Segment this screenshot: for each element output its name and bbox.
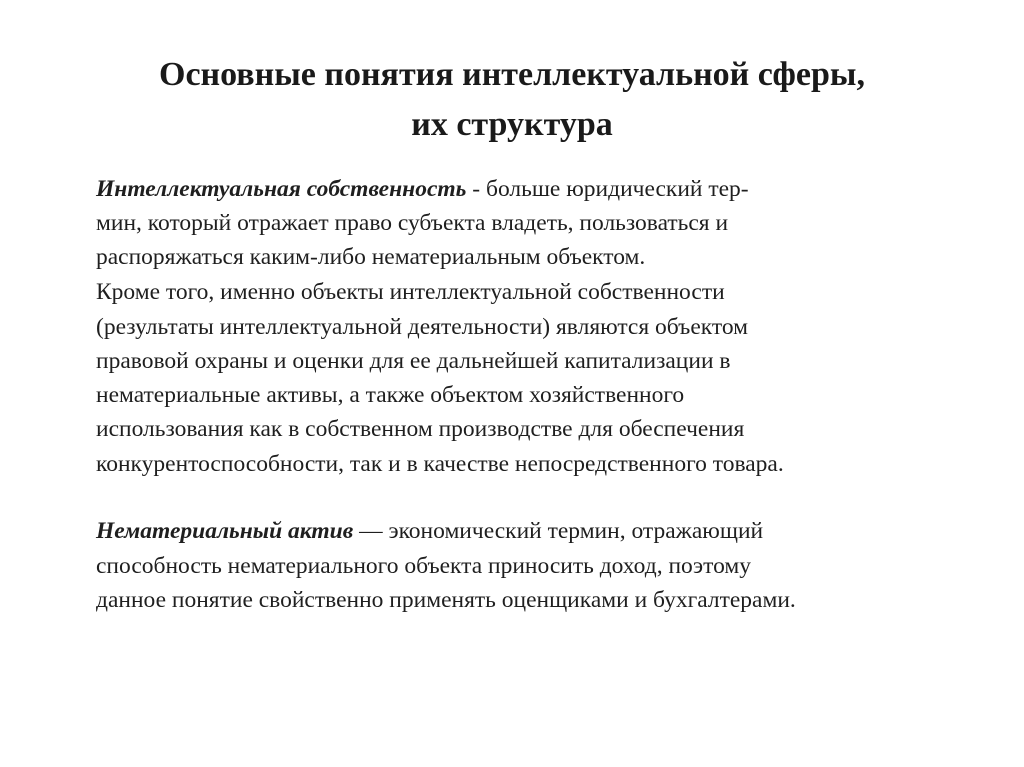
paragraph-2-line-3: данное понятие свойственно применять оценщиками и бухгалтерами. — [96, 587, 796, 613]
slide-title-line-1: Основные понятия интеллектуальной сферы, — [159, 56, 865, 93]
term-intangible-asset: Нематериальный актив — [96, 518, 354, 544]
paragraph-2-line-1 — [96, 520, 763, 544]
paragraph-1-text: - больше юридический тер- — [466, 176, 749, 202]
paragraph-1-line-3: распоряжаться каким-либо нематериальным объектом. — [96, 244, 646, 270]
paragraph-1-line-4: Кроме того, именно объекты интеллектуальной собственности — [96, 279, 725, 305]
paragraph-1-line-2: мин, который отражает право субъекта владеть, пользоваться и — [96, 210, 729, 236]
term-intellectual-property: Интеллектуальная собственность — [96, 176, 467, 202]
paragraph-2-text: — экономический термин, отражающий — [353, 518, 764, 544]
slide-title-line-2: их структура — [411, 106, 613, 143]
paragraph-1-line-1 — [96, 178, 749, 202]
paragraph-1-line-7: нематериальные активы, а также объектом хозяйственного — [96, 382, 685, 408]
paragraph-1-line-6: правовой охраны и оценки для ее дальнейшей капитализации в — [96, 348, 731, 374]
paragraph-1-line-8: использования как в собственном производстве для обеспечения — [96, 416, 745, 442]
paragraph-1-line-9: конкурентоспособности, так и в качестве непосредственного товара. — [96, 451, 784, 477]
paragraph-1-line-5: (результаты интеллектуальной деятельности) являются объектом — [96, 314, 748, 340]
paragraph-2-line-2: способность нематериального объекта приносить доход, поэтому — [96, 553, 752, 579]
